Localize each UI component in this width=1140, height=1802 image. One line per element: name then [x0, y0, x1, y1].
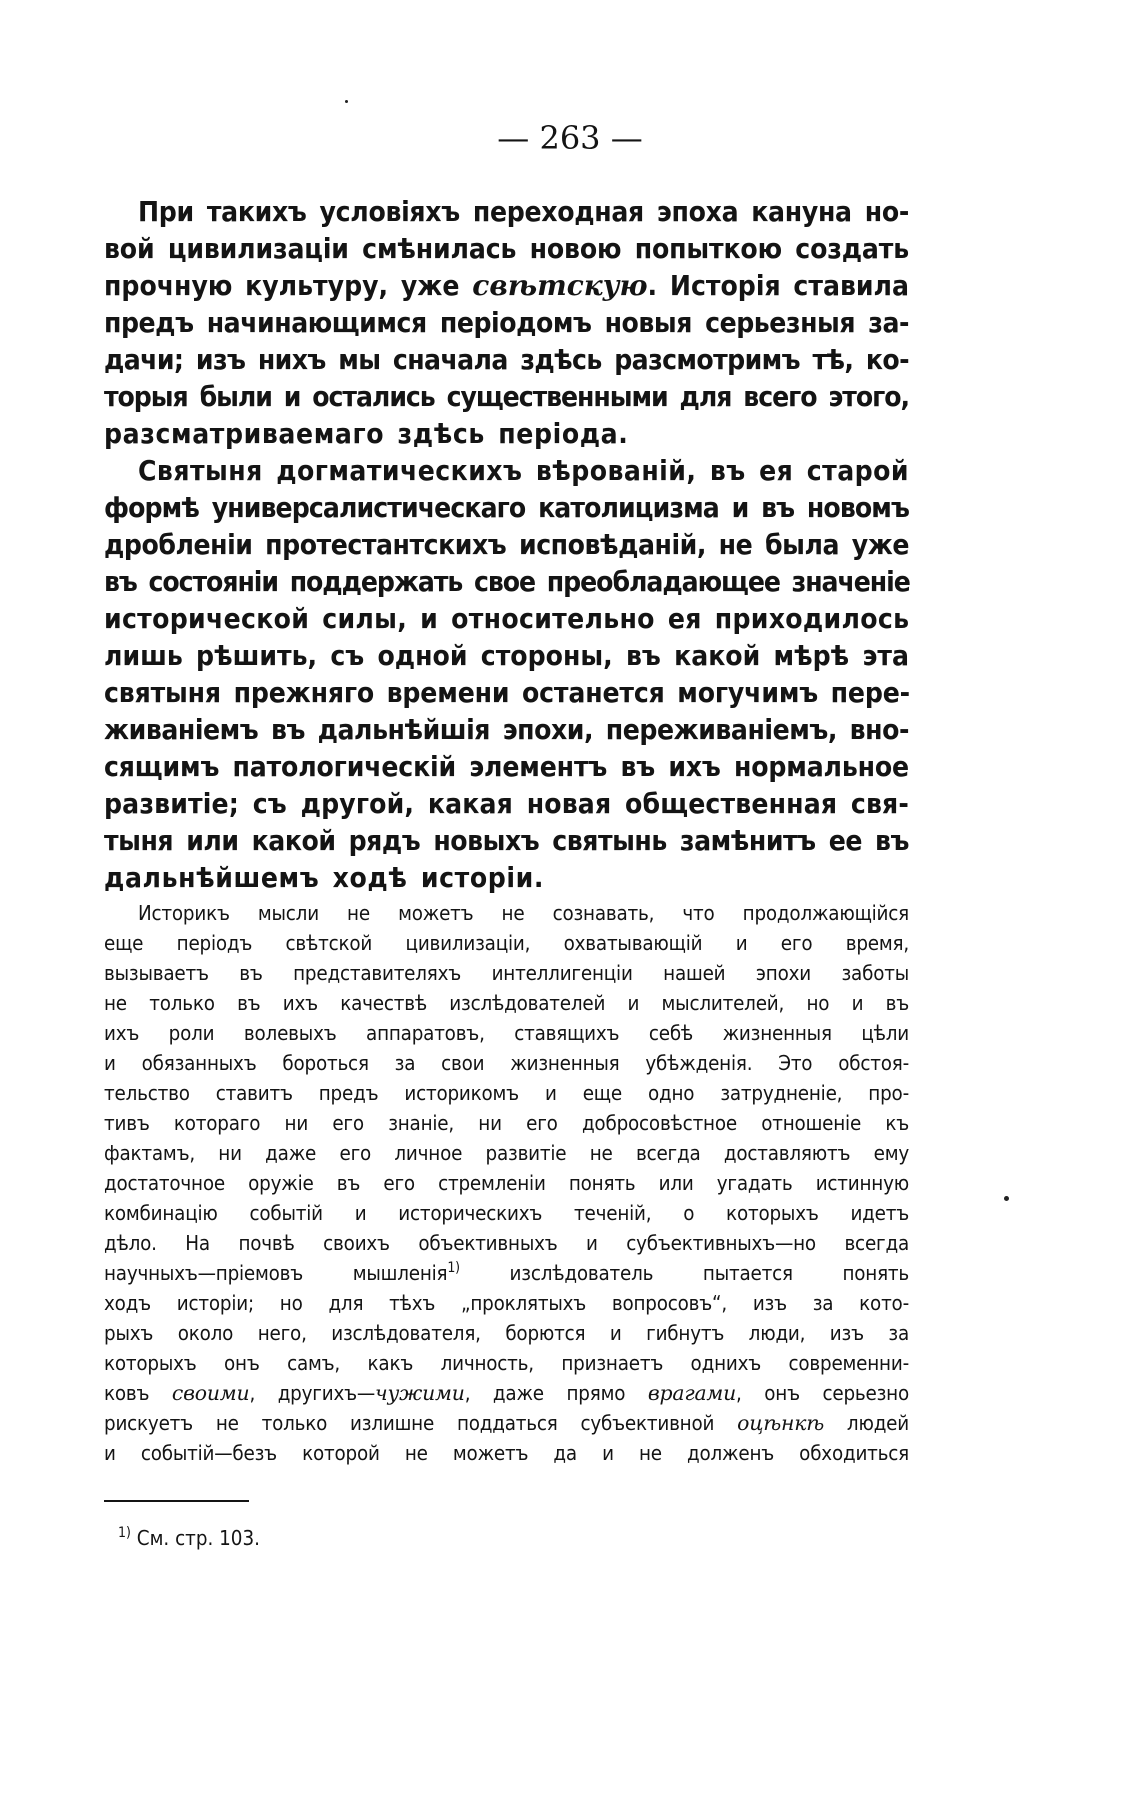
text-line: фактамъ, ни даже его личное развитіе не всегда доставляютъ ему	[104, 1141, 909, 1165]
text-run: , даже прямо	[464, 1381, 648, 1405]
footnote	[118, 1523, 260, 1556]
text-line: дачи; изъ нихъ мы сначала здѣсь разсмотримъ тѣ, ко-	[104, 343, 909, 376]
text-line: разсматриваемаго здѣсь періода.	[104, 417, 629, 450]
text-line: тыня или какой рядъ новыхъ святынь замѣнитъ ее въ	[104, 824, 909, 857]
text-line: дробленіи протестантскихъ исповѣданій, не была уже	[104, 528, 909, 561]
footnote-marker: 1)	[118, 1525, 131, 1541]
text-line	[104, 267, 909, 304]
print-speck	[345, 100, 348, 103]
text-line: святыня прежняго времени останется могучимъ пере-	[104, 676, 910, 709]
text-line: сящимъ патологическій элементъ въ ихъ нормальное	[104, 750, 909, 783]
text-line: которыхъ онъ самъ, какъ личность, признаетъ однихъ современни-	[104, 1351, 909, 1375]
text-run: прочную культуру, уже	[104, 269, 473, 302]
text-line: рыхъ около него, изслѣдователя, борются и гибнутъ люди, изъ за	[104, 1321, 909, 1345]
text-line: развитіе; съ другой, какая новая общественная свя-	[104, 787, 909, 820]
text-line: и событій—безъ которой не можетъ да и не долженъ обходиться	[104, 1441, 909, 1465]
text-line: не только въ ихъ качествѣ изслѣдователей и мыслителей, но и въ	[104, 991, 909, 1015]
text-line: тивъ котораго ни его знаніе, ни его добросовѣстное отношеніе къ	[104, 1111, 909, 1135]
text-run: изслѣдователь пытается понять	[459, 1261, 909, 1285]
text-line	[104, 1408, 909, 1438]
text-line: живаніемъ въ дальнѣйшія эпохи, переживаніемъ, вно-	[104, 713, 909, 746]
text-line: предъ начинающимся періодомъ новыя серьезныя за-	[104, 306, 909, 339]
text-line: достаточное оружіе въ его стремленіи понять или угадать истинную	[104, 1171, 909, 1195]
text-run: , онъ серьезно	[736, 1381, 909, 1405]
text-line: еще періодъ свѣтской цивилизаціи, охватывающій и его время,	[104, 931, 909, 955]
emphasis-text: врагами	[647, 1381, 737, 1405]
text-run: , другихъ—	[249, 1381, 376, 1405]
text-run: научныхъ—пріемовъ мышленія	[104, 1261, 448, 1285]
text-line: комбинацію событій и историческихъ теченій, о которыхъ идетъ	[104, 1201, 909, 1225]
text-line: Историкъ мысли не можетъ не сознавать, что продолжающійся	[138, 901, 909, 925]
text-line: формѣ универсалистическаго католицизма и въ новомъ	[104, 491, 909, 524]
page-number: — 263 —	[497, 119, 643, 157]
text-line: дѣло. На почвѣ своихъ объективныхъ и субъективныхъ—но всегда	[104, 1231, 909, 1255]
text-line: лишь рѣшить, съ одной стороны, въ какой мѣрѣ эта	[104, 639, 909, 672]
emphasis-text: оцѣнкѣ	[737, 1411, 825, 1435]
text-line: тельство ставитъ предъ историкомъ и еще одно затрудненіе, про-	[104, 1081, 909, 1105]
text-line: въ состояніи поддержать свое преобладающее значеніе	[104, 565, 910, 598]
text-run: рискуетъ не только излишне поддаться субъективной	[104, 1411, 738, 1435]
text-run: людей	[824, 1411, 909, 1435]
text-line	[104, 1258, 909, 1288]
text-line: исторической силы, и относительно ея приходилось	[104, 602, 910, 635]
footnote-text: См. стр. 103.	[130, 1526, 260, 1550]
footnote-separator	[104, 1500, 249, 1502]
text-line: При такихъ условіяхъ переходная эпоха кануна но-	[138, 195, 909, 228]
emphasis-text: чужими	[375, 1381, 465, 1405]
text-line: дальнѣйшемъ ходѣ исторіи.	[104, 861, 545, 894]
text-line: торыя были и остались существенными для всего этого,	[104, 380, 909, 413]
text-run: . Исторія ставила	[647, 269, 909, 302]
text-line: Святыня догматическихъ вѣрованій, въ ея старой	[138, 454, 909, 487]
footnote-reference[interactable]: 1)	[447, 1260, 460, 1276]
text-line: и обязанныхъ бороться за свои жизненныя убѣжденія. Это обстоя-	[104, 1051, 909, 1075]
text-line	[104, 1378, 909, 1408]
text-line: вой цивилизаціи смѣнилась новою попыткою создать	[104, 232, 909, 265]
text-line: ихъ роли волевыхъ аппаратовъ, ставящихъ себѣ жизненныя цѣли	[104, 1021, 909, 1045]
print-speck	[1004, 1196, 1009, 1201]
text-run: ковъ	[104, 1381, 172, 1405]
emphasis-text: свѣтскую	[472, 269, 648, 302]
text-line: ходъ исторіи; но для тѣхъ „проклятыхъ вопросовъ“, изъ за кото-	[104, 1291, 909, 1315]
emphasis-text: своими	[171, 1381, 250, 1405]
text-line: вызываетъ въ представителяхъ интеллигенціи нашей эпохи заботы	[104, 961, 909, 985]
